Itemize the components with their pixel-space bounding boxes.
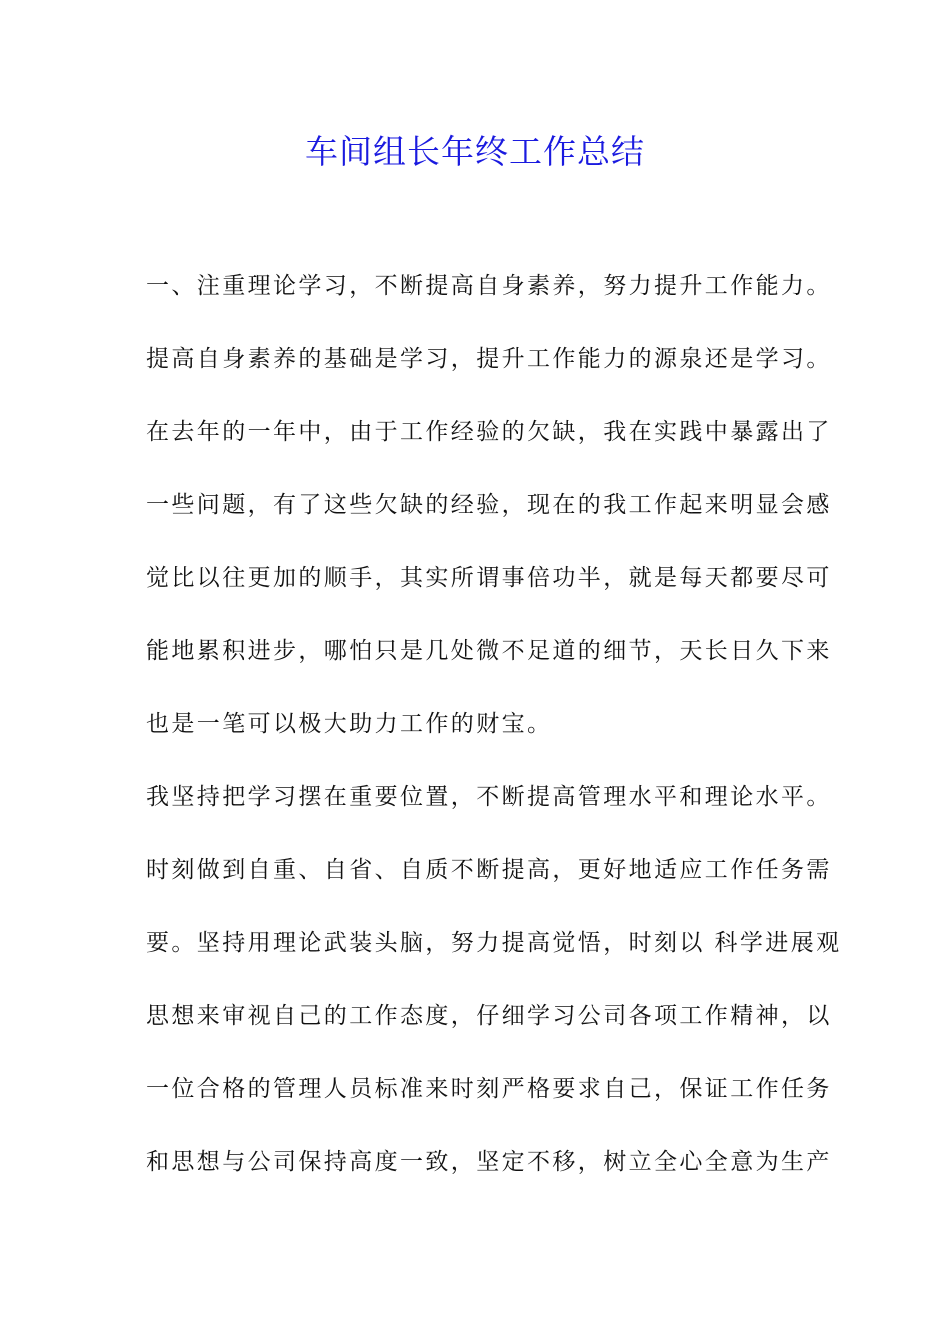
body-line: 觉比以往更加的顺手，其实所谓事倍功半，就是每天都要尽可 (146, 565, 832, 591)
body-line: 我坚持把学习摆在重要位置，不断提高管理水平和理论水平。 (146, 784, 832, 810)
body-line: 要。坚持用理论武装头脑，努力提高觉悟，时刻以 科学进展观 (146, 930, 842, 956)
body-line: 提高自身素养的基础是学习，提升工作能力的源泉还是学习。 (146, 346, 832, 372)
document-body (146, 262, 842, 1211)
body-line: 在去年的一年中，由于工作经验的欠缺，我在实践中暴露出了 (146, 419, 832, 445)
body-line: 思想来审视自己的工作态度，仔细学习公司各项工作精神，以 (146, 1003, 832, 1029)
body-line: 一、注重理论学习，不断提高自身素养，努力提升工作能力。 (146, 273, 832, 299)
body-line: 和思想与公司保持高度一致，坚定不移，树立全心全意为生产 (146, 1149, 832, 1175)
body-line: 一些问题，有了这些欠缺的经验，现在的我工作起来明显会感 (146, 492, 832, 518)
body-line: 一位合格的管理人员标准来时刻严格要求自己，保证工作任务 (146, 1076, 832, 1102)
body-line: 能地累积进步，哪怕只是几处微不足道的细节，天长日久下来 (146, 638, 832, 664)
document-title: 车间组长年终工作总结 (305, 132, 645, 171)
body-line: 也是一笔可以极大助力工作的财宝。 (146, 711, 553, 737)
body-line: 时刻做到自重、自省、自质不断提高，更好地适应工作任务需 (146, 857, 832, 883)
